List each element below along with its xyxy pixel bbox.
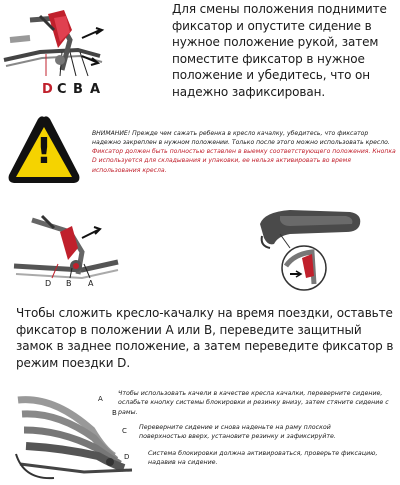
warning-icon [6,112,82,188]
instruction-text-4: Переверните сидение и снова наденьте на раму плоской поверхностью вверх, установите резинку и зафиксируйте. [139,424,336,441]
instruction-text-2: Чтобы сложить кресло-качалку на время поездки, оставьте фиксатор в положении A или B, переведите защитный замок в заднее положение, а затем переведите фиксатор в режим поездки D. [16,306,394,370]
warning-text-red: Фиксатор должен быть полностью вставлен в выемку соответствующего положения. Кнопка D используется для складывания и упаковки, ее нельзя активировать во время использования кресла. [92,148,396,174]
instruction-text-3: Чтобы использовать качели в качестве кресла качалки, переверните сидение, ослабьте кнопку системы блокировки и резинку внизу, затем стяните сидение с рамы. [118,390,389,416]
position-label-b: B [112,409,117,417]
position-label-c: C [122,427,127,435]
warning-text-main: ВНИМАНИЕ! Прежде чем сажать ребенка в кресло качалку, убедитесь, что фиксатор надежно закреплен в нужном положении. Только после этого можно использовать кресло. [92,130,390,147]
position-label-a: A [98,395,103,403]
position-label-d: D [124,453,130,461]
label-b-2: B [66,279,72,288]
safety-lock-illustration [250,204,365,292]
label-d: D [42,82,53,97]
fold-mechanism-illustration [0,0,120,100]
warning-exclamation: ! [35,131,53,172]
instruction-text-5: Система блокировки должна активироваться, проверьте фиксацию, надавив на сидение. [148,450,378,467]
label-b: B [73,82,83,97]
warning-text [92,129,397,175]
instruction-text-1: Для смены положения поднимите фиксатор и опустите сидение в нужное положение рукой, затем поместите фиксатор в нужное положение и убедитесь, что он надежно зафиксирован. [172,2,387,99]
label-d-2: D [45,279,52,288]
label-c: C [57,82,67,97]
label-a: A [90,82,101,97]
lock-mechanism-illustration [12,208,122,293]
label-a-2: A [88,279,94,288]
